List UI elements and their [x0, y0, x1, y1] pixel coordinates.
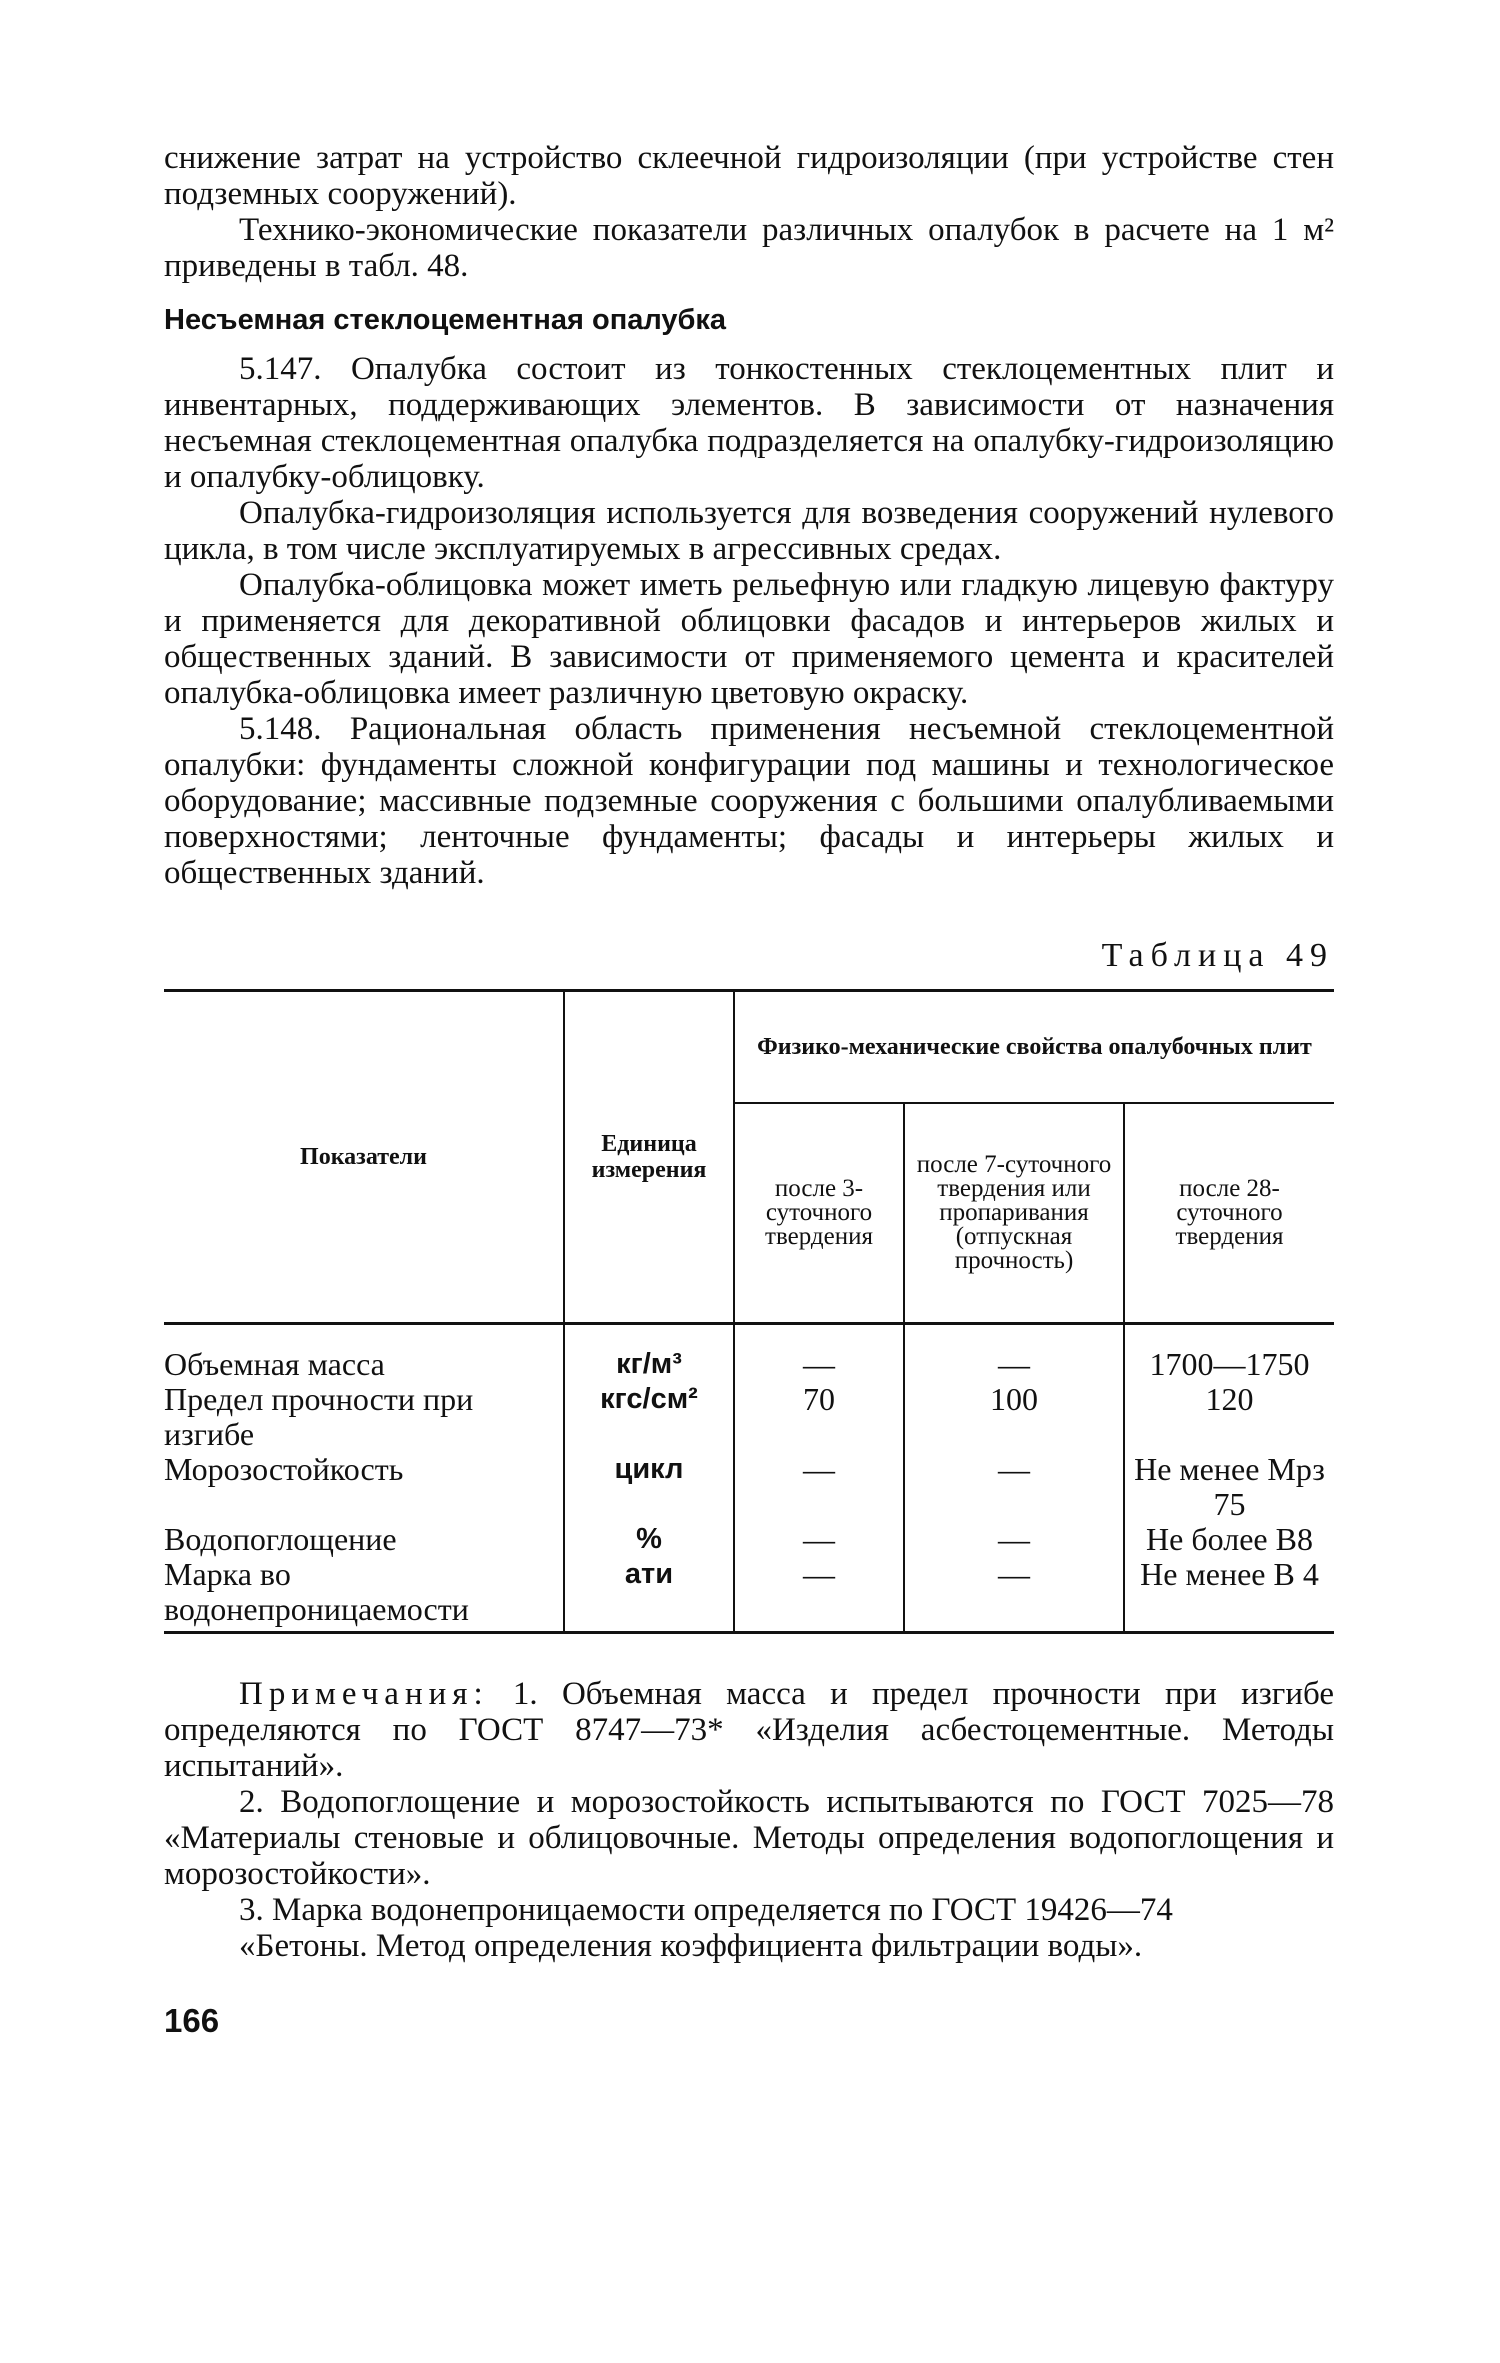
row-3-day-value: 70: [734, 1382, 904, 1452]
row-name: Объемная масса: [164, 1324, 564, 1383]
row-7-day-value: 100: [904, 1382, 1124, 1452]
row-7-day-value: —: [904, 1557, 1124, 1633]
notes-label: Примечания:: [239, 1676, 489, 1712]
row-28-day-value: Не менее Мрз 75: [1124, 1452, 1334, 1522]
note-2: 2. Водопоглощение и морозостойкость испытываются по ГОСТ 7025—78 «Материалы стеновые и облицовочные. Методы определения водопоглощения и морозостойкости».: [164, 1784, 1334, 1892]
row-name: Морозостойкость: [164, 1451, 404, 1487]
row-unit: цикл: [564, 1452, 734, 1522]
notes-section: [164, 1676, 1334, 1964]
row-28-day-value: 1700—1750: [1124, 1324, 1334, 1383]
row-name: Водопоглощение: [164, 1521, 397, 1557]
header-unit: Единица измерения: [564, 991, 734, 1324]
table-row: [164, 1324, 1334, 1383]
row-3-day-value: —: [734, 1324, 904, 1383]
table-row: [164, 1557, 1334, 1633]
paragraph-5-148: 5.148. Рациональная область применения несъемной стеклоцементной опалубки: фундаменты сложной конфигурации под машины и технологическое оборудование; массивные подземные сооружения с большими опалубливаемыми поверхностями; ленточные фундаменты; фасады и интерьеры жилых и общественных зданий.: [164, 711, 1334, 891]
note-1: [164, 1676, 1334, 1784]
row-unit: кгс/см²: [564, 1382, 734, 1452]
row-name: Марка во водонепроницаемости: [164, 1557, 564, 1633]
paragraph-5-147: 5.147. Опалубка состоит из тонкостенных стеклоцементных плит и инвентарных, поддерживающих элементов. В зависимости от назначения несъемная стеклоцементная опалубка подразделяется на опалубку-гидроизоляцию и опалубку-облицовку.: [164, 351, 1334, 495]
row-3-day-value: —: [734, 1522, 904, 1557]
row-7-day-value: —: [904, 1452, 1124, 1522]
table-row: [164, 1382, 1334, 1452]
row-7-day-value: —: [904, 1522, 1124, 1557]
row-28-day-value: Не более В8: [1124, 1522, 1334, 1557]
paragraph-hydroinsulation: Опалубка-гидроизоляция используется для возведения сооружений нулевого цикла, в том числе эксплуатируемых в агрессивных средах.: [164, 495, 1334, 567]
header-properties-group: Физико-механические свойства опалубочных плит: [734, 991, 1334, 1104]
section-heading: Несъемная стеклоцементная опалубка: [164, 304, 727, 336]
row-unit: кг/м³: [564, 1324, 734, 1383]
header-28-day: после 28-суточного твердения: [1124, 1103, 1334, 1324]
row-7-day-value: —: [904, 1324, 1124, 1383]
header-indicator: Показатели: [164, 991, 564, 1324]
document-page: [164, 140, 1334, 2040]
row-unit: %: [564, 1522, 734, 1557]
paragraph-facing: Опалубка-облицовка может иметь рельефную или гладкую лицевую фактуру и применяется для декоративной облицовки фасадов и интерьеров жилых и общественных зданий. В зависимости от применяемого цемента и красителей опалубка-облицовка имеет различную цветовую окраску.: [164, 567, 1334, 711]
paragraph-continuation: снижение затрат на устройство склеечной гидроизоляции (при устройстве стен подземных сооружений).: [164, 140, 1334, 212]
table-row: [164, 1452, 1334, 1522]
row-3-day-value: —: [734, 1557, 904, 1633]
note-3: 3. Марка водонепроницаемости определяется по ГОСТ 19426—74: [239, 1892, 1173, 1928]
row-28-day-value: Не менее В 4: [1124, 1557, 1334, 1633]
page-number: 166: [164, 2002, 220, 2039]
table-caption: Таблица 49: [1101, 937, 1334, 974]
note-1-text: 1. Объемная масса и предел прочности при изгибе определяются по ГОСТ 8747—73* «Изделия асбестоцементные. Методы испытаний».: [164, 1676, 1334, 1784]
paragraph-tech-econ: Технико-экономические показатели различных опалубок в расчете на 1 м² приведены в табл. 48.: [164, 212, 1334, 284]
row-28-day-value: 120: [1124, 1382, 1334, 1452]
row-name: Предел прочности при изгибе: [164, 1381, 474, 1452]
properties-table: [164, 989, 1334, 1634]
header-7-day: после 7-суточного твердения или пропаривания (отпускная прочность): [904, 1103, 1124, 1324]
header-3-day: после 3-суточного твердения: [734, 1103, 904, 1324]
row-unit: ати: [564, 1557, 734, 1633]
note-3-continuation: «Бетоны. Метод определения коэффициента фильтрации воды».: [239, 1928, 1143, 1964]
table-row: [164, 1522, 1334, 1557]
row-3-day-value: —: [734, 1452, 904, 1522]
